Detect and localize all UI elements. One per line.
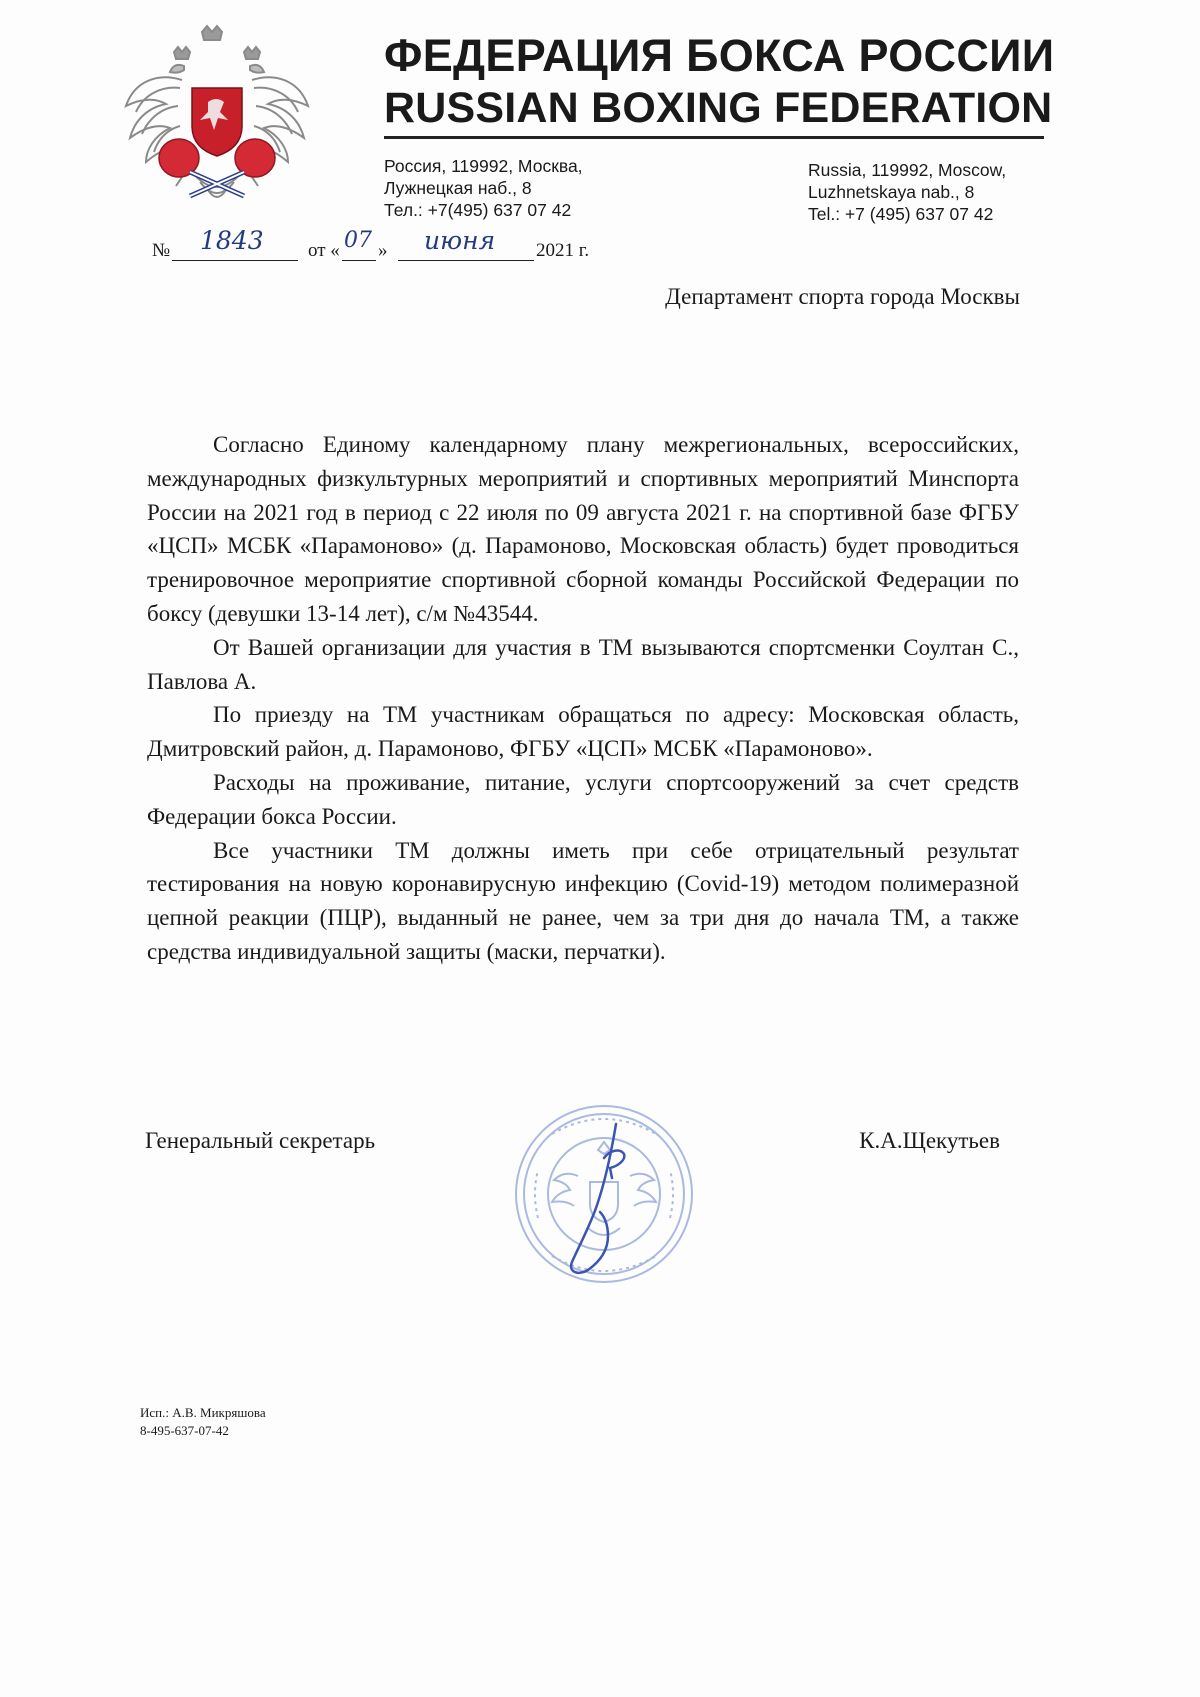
organization-name-ru: ФЕДЕРАЦИЯ БОКСА РОССИИ [384,30,1055,81]
federation-emblem-icon [122,22,312,218]
executor-phone: 8-495-637-07-42 [140,1423,229,1438]
day-close: » [378,240,388,261]
registration-year: 2021 г. [536,240,590,261]
registration-number: 1843 [200,226,264,255]
from-label: от « [308,240,340,261]
address-ru-line: Лужнецкая наб., 8 [384,178,532,198]
number-prefix: № [152,240,171,261]
number-underline [172,260,298,261]
address-ru-line: Тел.: +7(495) 637 07 42 [384,200,572,220]
address-block-ru [384,155,583,221]
address-block-en [808,159,1006,225]
official-seal-icon [508,1098,698,1290]
address-en-line: Tel.: +7 (495) 637 07 42 [808,204,994,224]
body-paragraph: Согласно Единому календарному плану межрегиональных, всероссийских, международных физкультурных мероприятий и спортивных мероприятий Минспорта России на 2021 год в период с 22 июля по 09 августа 2021 г. на спортивной базе ФГБУ «ЦСП» МСБК «Парамоново» (д. Парамоново, Московская область) будет проводиться тренировочное мероприятие спортивной сборной команды Российской Федерации по боксу (девушки 13-14 лет), с/м №43544. [147,432,1019,626]
address-en-line: Russia, 119992, Moscow, [808,160,1007,180]
header-divider [384,136,1044,139]
address-en-line: Luzhnetskaya nab., 8 [808,182,975,202]
registration-day: 07 [344,228,372,253]
body-paragraph: Все участники ТМ должны иметь при себе отрицательный результат тестирования на новую коронавирусную инфекцию (Covid-19) методом полимеразной цепной реакции (ПЦР), выданный не ранее, чем за три дня до начала ТМ, а также средства индивидуальной защиты (маски, перчатки). [147,837,1019,964]
day-underline [342,260,376,261]
month-underline [398,260,534,261]
address-ru-line: Россия, 119992, Москва, [384,156,583,176]
letter-body [147,428,1019,969]
recipient: Департамент спорта города Москвы [665,284,1020,309]
body-paragraph: По приезду на ТМ участникам обращаться по адресу: Московская область, Дмитровский район, д. Парамоново, ФГБУ «ЦСП» МСБК «Парамоново». [147,702,1019,762]
executor-name: Исп.: А.В. Микряшова [140,1405,266,1420]
body-paragraph: От Вашей организации для участия в ТМ вызываются спортсменки Соултан С., Павлова А. [147,634,1019,694]
executor-info [140,1404,266,1440]
body-paragraph: Расходы на проживание, питание, услуги спортсооружений за счет средств Федерации бокса России. [147,769,1019,829]
signatory-title: Генеральный секретарь [145,1128,376,1153]
signatory-name: К.А.Щекутьев [859,1128,1000,1153]
registration-month: июня [424,226,496,255]
organization-name-en: RUSSIAN BOXING FEDERATION [384,84,1053,132]
